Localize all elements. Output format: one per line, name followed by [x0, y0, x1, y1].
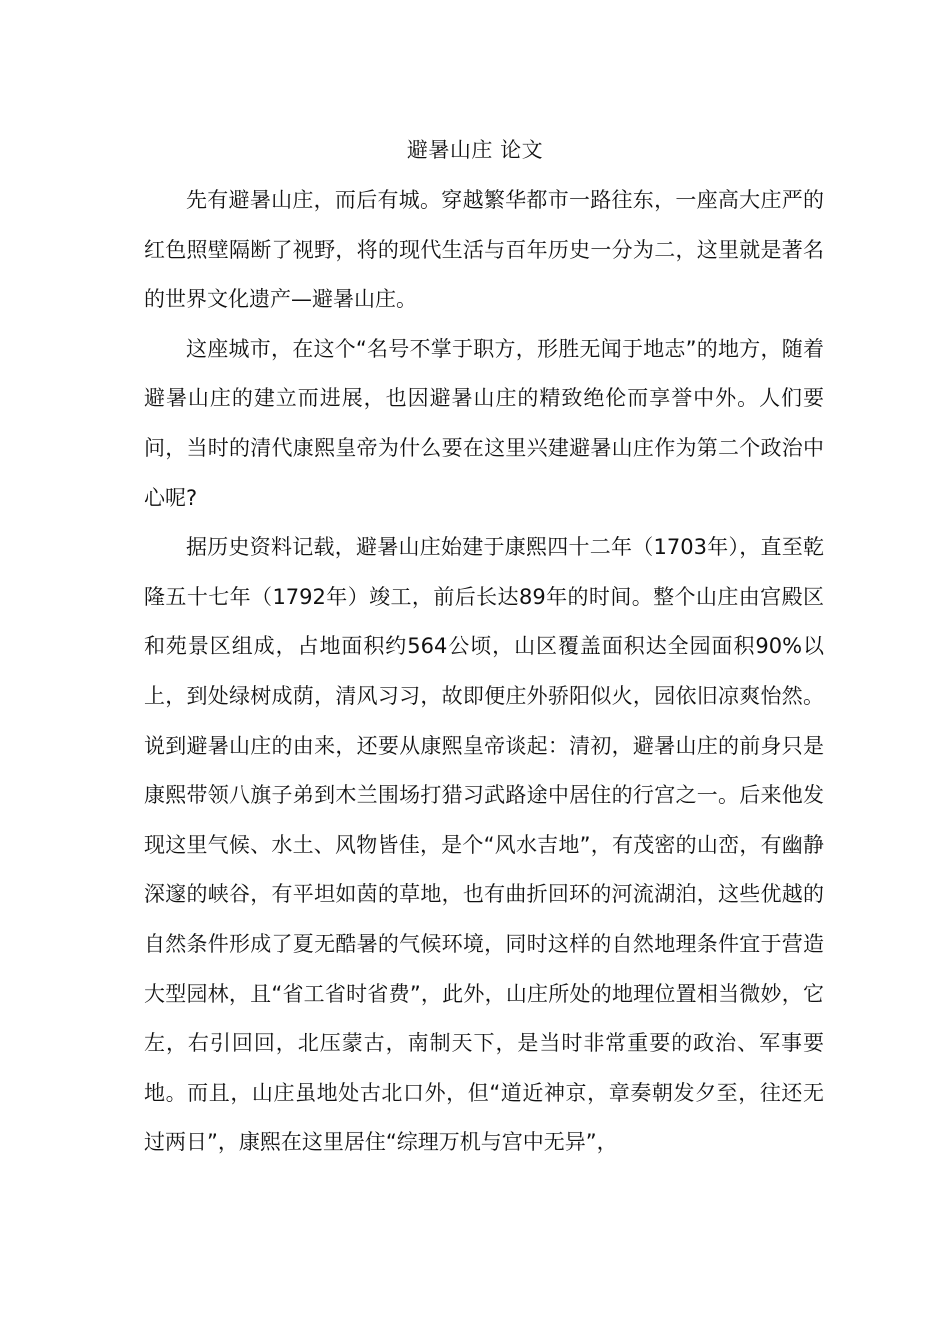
paragraph-3: 据历史资料记载，避暑山庄始建于康熙四十二年（1703年），直至乾隆五十七年（1792年）竣工，前后长达89年的时间。整个山庄由宫殿区和苑景区组成，占地面积约564公顷，山区覆盖面积达全园面积90%以上，到处绿树成荫，清风习习，故即便庄外骄阳似火，园依旧凉爽怡然。说到避暑山庄的由来，还要从康熙皇帝谈起：清初，避暑山庄的前身只是康熙带领八旗子弟到木兰围场打猎习武路途中居住的行宫之一。后来他发现这里气候、水土、风物皆佳，是个“风水吉地”，有茂密的山峦，有幽静深邃的峡谷，有平坦如茵的草地，也有曲折回环的河流湖泊，这些优越的自然条件形成了夏无酷暑的气候环境，同时这样的自然地理条件宜于营造大型园林，且“省工省时省费”，此外，山庄所处的地理位置相当微妙，它左，右引回回，北压蒙古，南制天下，是当时非常重要的政治、军事要地。而且，山庄虽地处古北口外，但“道近神京，章奏朝发夕至，往还无过两日”，康熙在这里居住“综理万机与宫中无异”， — [144, 535, 824, 1155]
document-body — [144, 176, 824, 1168]
document-title: 避暑山庄 论文 — [406, 138, 544, 162]
paragraph-2: 这座城市，在这个“名号不掌于职方，形胜无闻于地志”的地方，随着避暑山庄的建立而进展，也因避暑山庄的精致绝伦而享誉中外。人们要问，当时的清代康熙皇帝为什么要在这里兴建避暑山庄作为第二个政治中心呢? — [144, 336, 824, 510]
paragraph-1: 先有避暑山庄，而后有城。穿越繁华都市一路往东，一座高大庄严的红色照壁隔断了视野，将的现代生活与百年历史一分为二，这里就是著名的世界文化遗产—避暑山庄。 — [144, 188, 824, 312]
